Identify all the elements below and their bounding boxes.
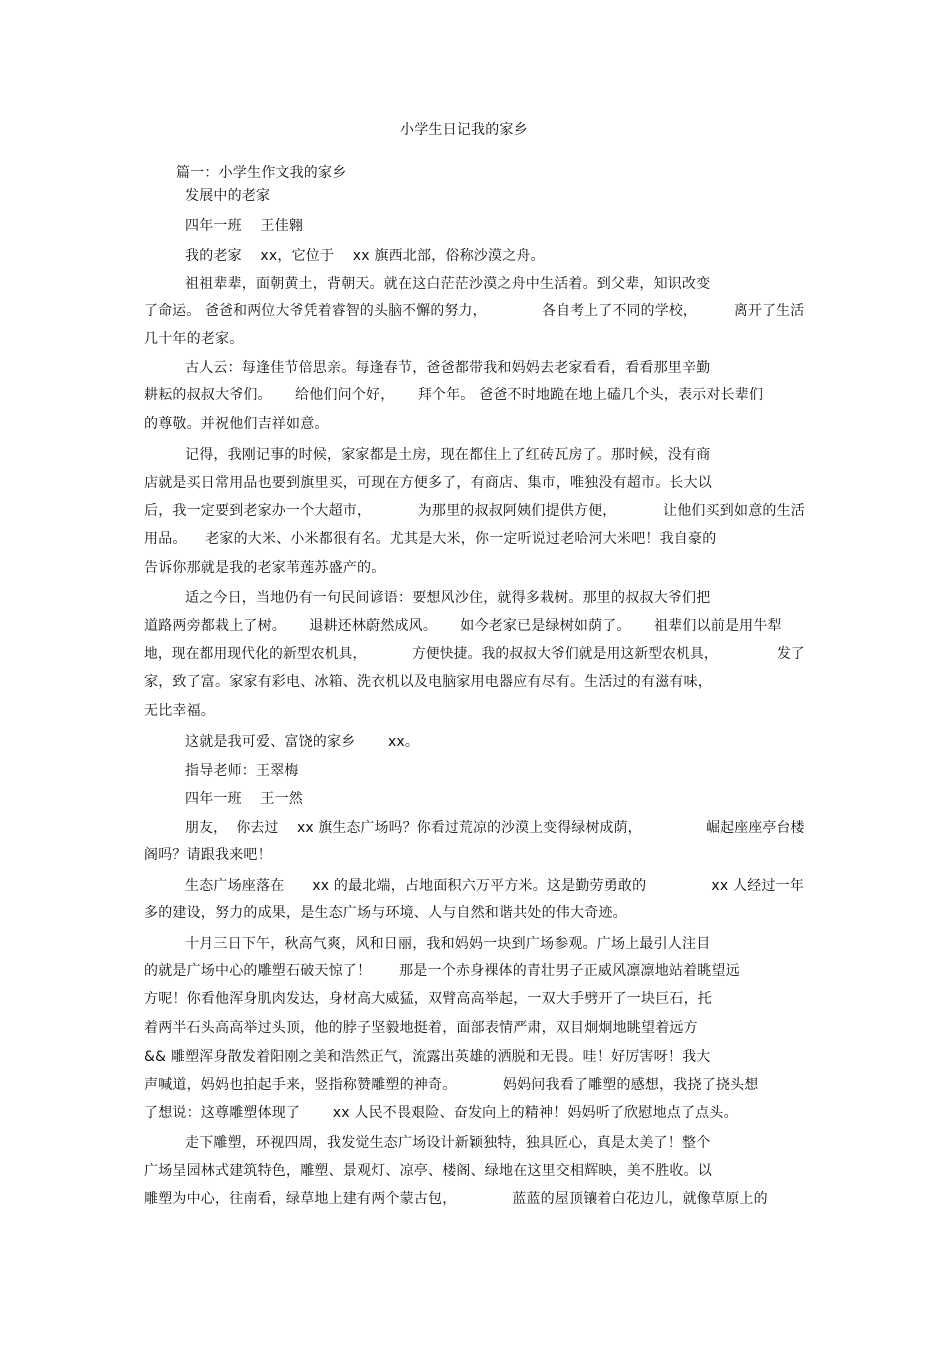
- paragraph-line: 耕耘的叔叔大爷们。 给他们问个好， 拜个年。 爸爸不时地跪在地上磕几个头，表示对长辈们: [144, 387, 764, 403]
- paragraph-line: 朋友， 你去过 xx 旗生态广场吗？你看过荒凉的沙漠上变得绿树成荫， 崛起座座亭台楼: [185, 820, 805, 836]
- paragraph-line: 十月三日下午，秋高气爽，风和日丽，我和妈妈一块到广场参观。广场上最引人注目: [185, 936, 711, 952]
- paragraph-line: 店就是买日常用品也要到旗里买，可现在方便多了，有商店、集市，唯独没有超市。长大以: [144, 475, 712, 491]
- paragraph-line: 的就是广场中心的雕塑石破天惊了！ 那是一个赤身裸体的青壮男子正威风凛凛地站着眺望远: [144, 963, 740, 979]
- section-heading: 篇一：小学生作文我的家乡: [176, 165, 347, 181]
- paragraph-line: 家，致了富。家家有彩电、冰箱、洗衣机以及电脑家用电器应有尽有。生活过的有滋有味，: [144, 674, 712, 690]
- paragraph-line: 适之今日，当地仍有一句民间谚语：要想风沙住，就得多栽树。那里的叔叔大爷们把: [185, 590, 711, 606]
- paragraph-line: 发展中的老家: [185, 188, 271, 204]
- paragraph-line: 无比幸福。: [144, 703, 215, 719]
- paragraph-line: 了想说：这尊雕塑体现了 xx 人民不畏艰险、奋发向上的精神！妈妈听了欣慰地点了点头。: [144, 1105, 738, 1121]
- paragraph-line: 的尊敬。并祝他们吉祥如意。: [144, 416, 329, 432]
- paragraph-line: 多的建设，努力的成果，是生态广场与环境、人与自然和谐共处的伟大奇迹。: [144, 905, 627, 921]
- paragraph-line: 四年一班 王一然: [185, 791, 304, 807]
- paragraph-line: 阁吗？请跟我来吧！: [144, 847, 272, 863]
- paragraph-line: 方呢！你看他浑身肌肉发达，身材高大威猛，双臂高高举起，一双大手劈开了一块巨石，托: [144, 991, 712, 1007]
- paragraph-line: 指导老师：王翠梅: [185, 763, 299, 779]
- paragraph-line: 广场呈园林式建筑特色，雕塑、景观灯、凉亭、楼阁、绿地在这里交相辉映，美不胜收。以: [144, 1163, 712, 1179]
- paragraph-line: 古人云：每逢佳节倍思亲。每逢春节，爸爸都带我和妈妈去老家看看，看看那里辛勤: [185, 360, 711, 376]
- paragraph-line: 声喊道，妈妈也拍起手来，竖指称赞雕塑的神奇。 妈妈问我看了雕塑的感想，我挠了挠头想: [144, 1077, 759, 1093]
- paragraph-line: 我的老家 xx，它位于 xx 旗西北部，俗称沙漠之舟。: [185, 248, 545, 264]
- paragraph-line: 了命运。 爸爸和两位大爷凭着睿智的头脑不懈的努力， 各自考上了不同的学校， 离开了生活: [144, 303, 805, 319]
- document-title: 小学生日记我的家乡: [400, 122, 528, 138]
- paragraph-line: 祖祖辈辈，面朝黄土，背朝天。就在这白茫茫沙漠之舟中生活着。到父辈，知识改变: [185, 276, 711, 292]
- paragraph-line: 这就是我可爱、富饶的家乡 xx。: [185, 734, 420, 750]
- paragraph-line: 道路两旁都栽上了树。 退耕还林蔚然成风。 如今老家已是绿树如荫了。 祖辈们以前是用牛犁: [144, 618, 782, 634]
- paragraph-line: 地，现在都用现代化的新型农机具， 方便快捷。我的叔叔大爷们就是用这新型农机具， 发了: [144, 646, 805, 662]
- paragraph-line: 几十年的老家。: [144, 331, 244, 347]
- paragraph-line: 生态广场座落在 xx 的最北端，占地面积六万平方米。这是勤劳勇敢的 xx 人经过一年: [185, 878, 805, 894]
- paragraph-line: 雕塑为中心，往南看，绿草地上建有两个蒙古包， 蓝蓝的屋顶镶着白花边儿，就像草原上的: [144, 1191, 768, 1207]
- paragraph-line: 用品。 老家的大米、小米都很有名。尤其是大米，你一定听说过老哈河大米吧！我自豪的: [144, 531, 717, 547]
- paragraph-line: 走下雕塑，环视四周，我发觉生态广场设计新颖独特，独具匠心，真是太美了！整个: [185, 1135, 711, 1151]
- paragraph-line: 四年一班 王佳翱: [185, 218, 304, 234]
- paragraph-line: 记得，我刚记事的时候，家家都是土房，现在都住上了红砖瓦房了。那时候，没有商: [185, 447, 711, 463]
- paragraph-line: 后，我一定要到老家办一个大超市， 为那里的叔叔阿姨们提供方便， 让他们买到如意的生活: [144, 503, 806, 519]
- paragraph-line: 告诉你那就是我的老家苇莲苏盛产的。: [144, 560, 386, 576]
- paragraph-line: && 雕塑浑身散发着阳刚之美和浩然正气，流露出英雄的洒脱和无畏。哇！好厉害呀！我大: [144, 1049, 711, 1065]
- paragraph-line: 着两半石头高高举过头顶，他的脖子坚毅地挺着，面部表情严肃，双目炯炯地眺望着远方: [144, 1020, 698, 1036]
